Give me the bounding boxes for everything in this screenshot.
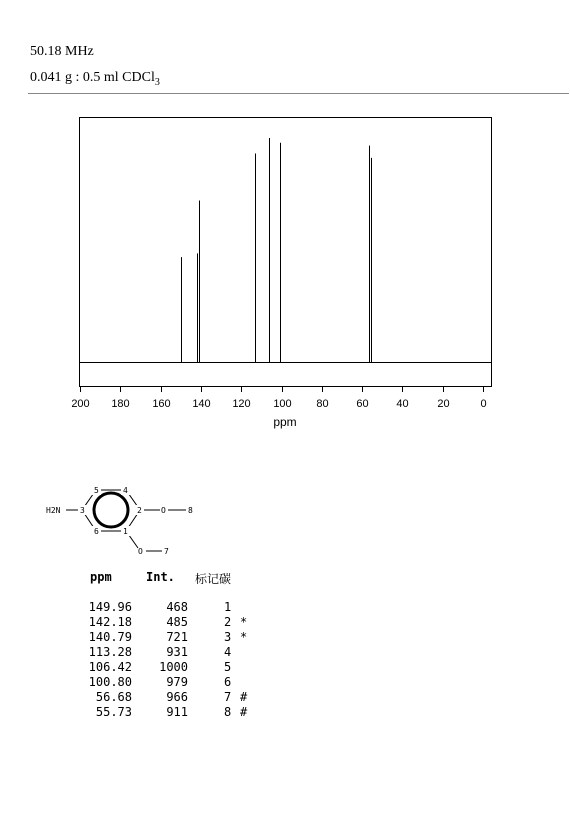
- cell-mark: *: [240, 615, 248, 629]
- cell-ppm: 100.80: [88, 675, 132, 689]
- cell-int: 468: [166, 600, 188, 614]
- benzene-ring: [82, 490, 140, 531]
- atom-label-6: 6: [94, 527, 99, 536]
- cell-label: 6: [224, 675, 232, 689]
- cell-ppm: 149.96: [88, 600, 132, 614]
- molecule-structure: [0, 470, 220, 570]
- cell-label: 3: [224, 630, 232, 644]
- atom-label-4: 4: [123, 486, 128, 495]
- amine-label: H2N: [46, 506, 61, 515]
- x-tick-label: 160: [152, 398, 171, 410]
- atom-label-5: 5: [94, 486, 99, 495]
- cell-int: 721: [166, 630, 188, 644]
- x-tick-label: 200: [71, 398, 90, 410]
- x-axis-title: ppm: [273, 415, 297, 429]
- sample-text: 0.041 g : 0.5 ml CDCl: [30, 70, 155, 85]
- x-tick-label: 80: [316, 398, 329, 410]
- cell-int: 911: [166, 705, 188, 719]
- cell-label: 5: [224, 660, 232, 674]
- x-axis-ticks: [71, 386, 486, 410]
- x-tick-label: 100: [273, 398, 292, 410]
- x-tick-label: 140: [192, 398, 211, 410]
- cell-mark: *: [240, 630, 248, 644]
- atom-label-1: 1: [123, 527, 128, 536]
- oxygen-label-b: O: [138, 547, 143, 556]
- cell-ppm: 56.68: [95, 690, 132, 704]
- cell-ppm: 140.79: [88, 630, 132, 644]
- cell-int: 1000: [159, 660, 188, 674]
- x-tick-label: 40: [396, 398, 409, 410]
- x-tick-label: 120: [232, 398, 251, 410]
- atom-label-8: 8: [188, 506, 193, 515]
- peak-group: [182, 138, 372, 362]
- x-tick-label: 0: [480, 398, 487, 410]
- cell-int: 931: [166, 645, 188, 659]
- cell-label: 1: [224, 600, 232, 614]
- cell-ppm: 55.73: [95, 705, 132, 719]
- plot-frame: [80, 118, 492, 387]
- col-header-ppm: ppm: [90, 570, 112, 584]
- cell-int: 966: [166, 690, 188, 704]
- col-header-label: 标记碳: [195, 572, 232, 586]
- cell-int: 979: [166, 675, 188, 689]
- sample-subscript: 3: [154, 77, 160, 88]
- x-tick-label: 60: [356, 398, 369, 410]
- atom-label-3: 3: [80, 506, 85, 515]
- spectrometer-frequency: 50.18 MHz: [30, 44, 94, 59]
- x-tick-label: 20: [437, 398, 450, 410]
- cell-label: 4: [224, 645, 232, 659]
- col-header-int: Int.: [146, 570, 175, 584]
- cell-mark: #: [240, 705, 248, 719]
- atom-label-7: 7: [164, 547, 169, 556]
- cell-mark: #: [240, 690, 248, 704]
- cell-ppm: 142.18: [88, 615, 132, 629]
- cell-int: 485: [166, 615, 188, 629]
- cell-label: 8: [224, 705, 232, 719]
- cell-label: 2: [224, 615, 232, 629]
- cell-label: 7: [224, 690, 232, 704]
- oxygen-label-a: O: [161, 506, 166, 515]
- cell-ppm: 113.28: [88, 645, 132, 659]
- cell-ppm: 106.42: [88, 660, 132, 674]
- atom-label-2: 2: [137, 506, 142, 515]
- x-tick-label: 180: [111, 398, 130, 410]
